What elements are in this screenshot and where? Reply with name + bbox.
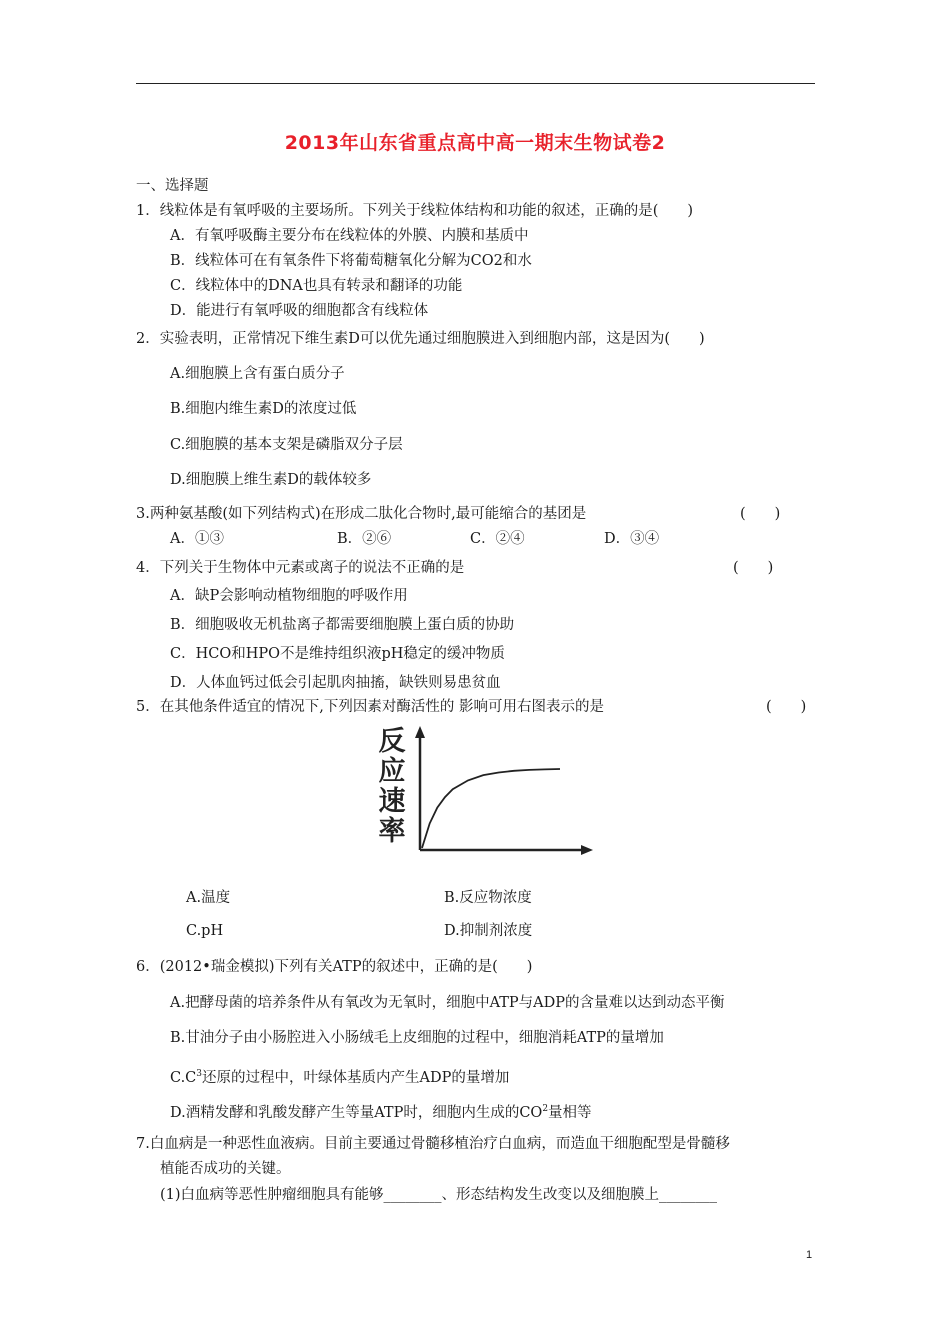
header-rule bbox=[136, 83, 815, 84]
question-6-option-d-pre: D.酒精发酵和乳酸发酵产生等量ATP时，细胞内生成的CO bbox=[170, 1104, 543, 1121]
question-5-option-b: B.反应物浓度 bbox=[444, 890, 532, 906]
section-heading: 一、选择题 bbox=[136, 178, 209, 194]
question-5-option-d: D.抑制剂浓度 bbox=[444, 923, 533, 939]
question-4-answer-paren: ( ) bbox=[733, 560, 774, 576]
question-7-stem-line-2: 植能否成功的关键。 bbox=[160, 1161, 291, 1177]
question-6-option-c bbox=[170, 1064, 509, 1088]
question-6-stem: 6．(2012•瑞金模拟)下列有关ATP的叙述中，正确的是( ) bbox=[136, 959, 533, 975]
y-axis-arrow bbox=[415, 726, 425, 738]
question-6-option-c-sup: 3 bbox=[196, 1069, 203, 1079]
series-line bbox=[422, 769, 560, 848]
question-3-option-c: C．②④ bbox=[470, 531, 525, 547]
question-4-option-b: B．细胞吸收无机盐离子都需要细胞膜上蛋白质的协助 bbox=[170, 617, 515, 633]
question-6-option-d bbox=[170, 1099, 592, 1123]
y-axis-label bbox=[379, 726, 406, 847]
question-6-option-d-sup: 2 bbox=[542, 1104, 549, 1114]
question-3-option-a: A．①③ bbox=[170, 531, 224, 547]
question-1-option-a: A．有氧呼吸酶主要分布在线粒体的外膜、内膜和基质中 bbox=[170, 228, 529, 244]
question-5-option-c: C.pH bbox=[186, 923, 224, 939]
y-axis-label-char: 应 bbox=[378, 756, 406, 787]
question-2-stem: 2．实验表明，正常情况下维生素D可以优先通过细胞膜进入到细胞内部，这是因为( ) bbox=[136, 331, 705, 347]
question-3-option-d: D．③④ bbox=[604, 531, 660, 547]
page-number: 1 bbox=[806, 1249, 813, 1261]
question-3-stem: 3.两种氨基酸(如下列结构式)在形成二肽化合物时,最可能缩合的基团是 bbox=[136, 506, 587, 522]
question-3-answer-paren: ( ) bbox=[740, 506, 781, 522]
question-7-subquestion-1: (1)白血病等恶性肿瘤细胞具有能够________、形态结构发生改变以及细胞膜上________ bbox=[160, 1187, 718, 1203]
y-axis-label-char: 反 bbox=[378, 726, 406, 757]
x-axis-arrow bbox=[581, 845, 593, 855]
question-6-option-d-post: 量相等 bbox=[548, 1104, 592, 1121]
question-7-stem-line-1: 7.白血病是一种恶性血液病。目前主要通过骨髓移植治疗白血病，而造血干细胞配型是骨髓移 bbox=[136, 1136, 730, 1152]
question-4-option-d: D．人体血钙过低会引起肌肉抽搐，缺铁则易患贫血 bbox=[170, 675, 501, 691]
question-2-option-d: D.细胞膜上维生素D的载体较多 bbox=[170, 472, 372, 488]
question-1-option-b: B．线粒体可在有氧条件下将葡萄糖氧化分解为CO2和水 bbox=[170, 253, 532, 269]
y-axis-label-char: 速 bbox=[378, 786, 406, 817]
question-6-option-c-post: 还原的过程中，叶绿体基质内产生ADP的量增加 bbox=[202, 1069, 510, 1086]
question-4-option-c: C．HCO和HPO不是维持组织液pH稳定的缓冲物质 bbox=[170, 646, 505, 662]
question-6-option-b: B.甘油分子由小肠腔进入小肠绒毛上皮细胞的过程中，细胞消耗ATP的量增加 bbox=[170, 1030, 664, 1046]
question-5-stem: 5．在其他条件适宜的情况下,下列因素对酶活性的 影响可用右图表示的是 bbox=[136, 699, 604, 715]
question-6-option-a: A.把酵母菌的培养条件从有氧改为无氧时，细胞中ATP与ADP的含量难以达到动态平衡 bbox=[170, 995, 725, 1011]
question-1-option-c: C．线粒体中的DNA也具有转录和翻译的功能 bbox=[170, 278, 463, 294]
question-4-option-a: A．缺P会影响动植物细胞的呼吸作用 bbox=[170, 588, 408, 604]
y-axis-label-char: 率 bbox=[378, 816, 406, 847]
question-1-option-d: D．能进行有氧呼吸的细胞都含有线粒体 bbox=[170, 303, 429, 319]
question-2-option-b: B.细胞内维生素D的浓度过低 bbox=[170, 401, 357, 417]
question-1-stem: 1．线粒体是有氧呼吸的主要场所。下列关于线粒体结构和功能的叙述，正确的是( ) bbox=[136, 203, 694, 219]
question-2-option-c: C.细胞膜的基本支架是磷脂双分子层 bbox=[170, 437, 403, 453]
question-2-option-a: A.细胞膜上含有蛋白质分子 bbox=[170, 366, 345, 382]
question-6-option-c-pre: C.C bbox=[170, 1069, 197, 1086]
question-5-option-a: A.温度 bbox=[186, 890, 231, 906]
reaction-rate-chart bbox=[370, 722, 610, 862]
question-3-option-b: B．②⑥ bbox=[337, 531, 392, 547]
page-title: 2013年山东省重点高中高一期末生物试卷2 bbox=[284, 132, 666, 154]
question-4-stem: 4．下列关于生物体中元素或离子的说法不正确的是 bbox=[136, 560, 465, 576]
question-5-answer-paren: ( ) bbox=[766, 699, 807, 715]
